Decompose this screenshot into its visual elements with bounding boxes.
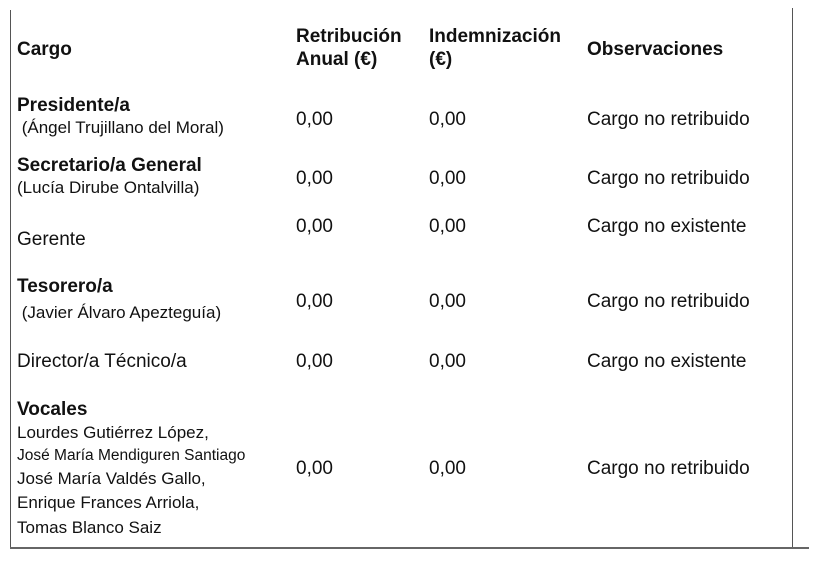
row-indemnizacion: 0,00 [429, 216, 466, 237]
row-indemnizacion: 0,00 [429, 109, 466, 130]
row-indemnizacion: 0,00 [429, 351, 466, 372]
header-retribucion [296, 26, 402, 72]
row-retribucion: 0,00 [296, 216, 333, 237]
row-retribucion: 0,00 [296, 291, 333, 312]
row-observaciones: Cargo no retribuido [587, 109, 750, 130]
table-bottom-border [10, 547, 809, 549]
row-observaciones: Cargo no existente [587, 216, 747, 237]
table-row-tesorero-cargo [17, 276, 221, 323]
row-title: Presidente/a [17, 95, 130, 116]
header-cargo: Cargo [17, 39, 72, 60]
vocal-member: Enrique Frances Arriola, [17, 493, 200, 512]
vocal-member: José María Mendiguren Santiago [17, 447, 246, 464]
row-indemnizacion: 0,00 [429, 168, 466, 189]
row-observaciones: Cargo no retribuido [587, 458, 750, 479]
table-row-gerente-cargo: Gerente [17, 229, 86, 250]
row-subtitle: (Ángel Trujillano del Moral) [17, 117, 224, 137]
row-indemnizacion: 0,00 [429, 458, 466, 479]
row-subtitle: (Javier Álvaro Apezteguía) [17, 302, 222, 322]
vocal-member: José María Valdés Gallo, [17, 469, 206, 488]
table-row-vocales-cargo [17, 398, 245, 540]
header-retribucion-line1: Retribución [296, 26, 402, 47]
row-retribucion: 0,00 [296, 351, 333, 372]
row-observaciones: Cargo no retribuido [587, 291, 750, 312]
header-indemnizacion-line2: (€) [429, 48, 453, 70]
row-subtitle: (Lucía Dirube Ontalvilla) [17, 177, 200, 197]
vocal-member: Tomas Blanco Saiz [17, 518, 162, 537]
row-title: Tesorero/a [17, 276, 113, 297]
row-title: Vocales [17, 399, 88, 420]
table-right-border [792, 8, 793, 549]
table-row-director-cargo: Director/a Técnico/a [17, 351, 187, 372]
row-retribucion: 0,00 [296, 168, 333, 189]
row-observaciones: Cargo no retribuido [587, 168, 750, 189]
vocal-member: Lourdes Gutiérrez López, [17, 423, 209, 442]
header-retribucion-line2: Anual (€) [296, 48, 378, 70]
header-indemnizacion-line1: Indemnización [429, 26, 561, 47]
table-row-presidente-cargo [17, 95, 224, 138]
table-row-secretario-cargo [17, 155, 202, 198]
row-retribucion: 0,00 [296, 458, 333, 479]
header-observaciones: Observaciones [587, 39, 724, 60]
row-retribucion: 0,00 [296, 109, 333, 130]
row-title: Secretario/a General [17, 155, 202, 176]
table-left-border [10, 10, 11, 548]
row-indemnizacion: 0,00 [429, 291, 466, 312]
row-observaciones: Cargo no existente [587, 351, 747, 372]
header-indemnizacion [429, 26, 561, 72]
